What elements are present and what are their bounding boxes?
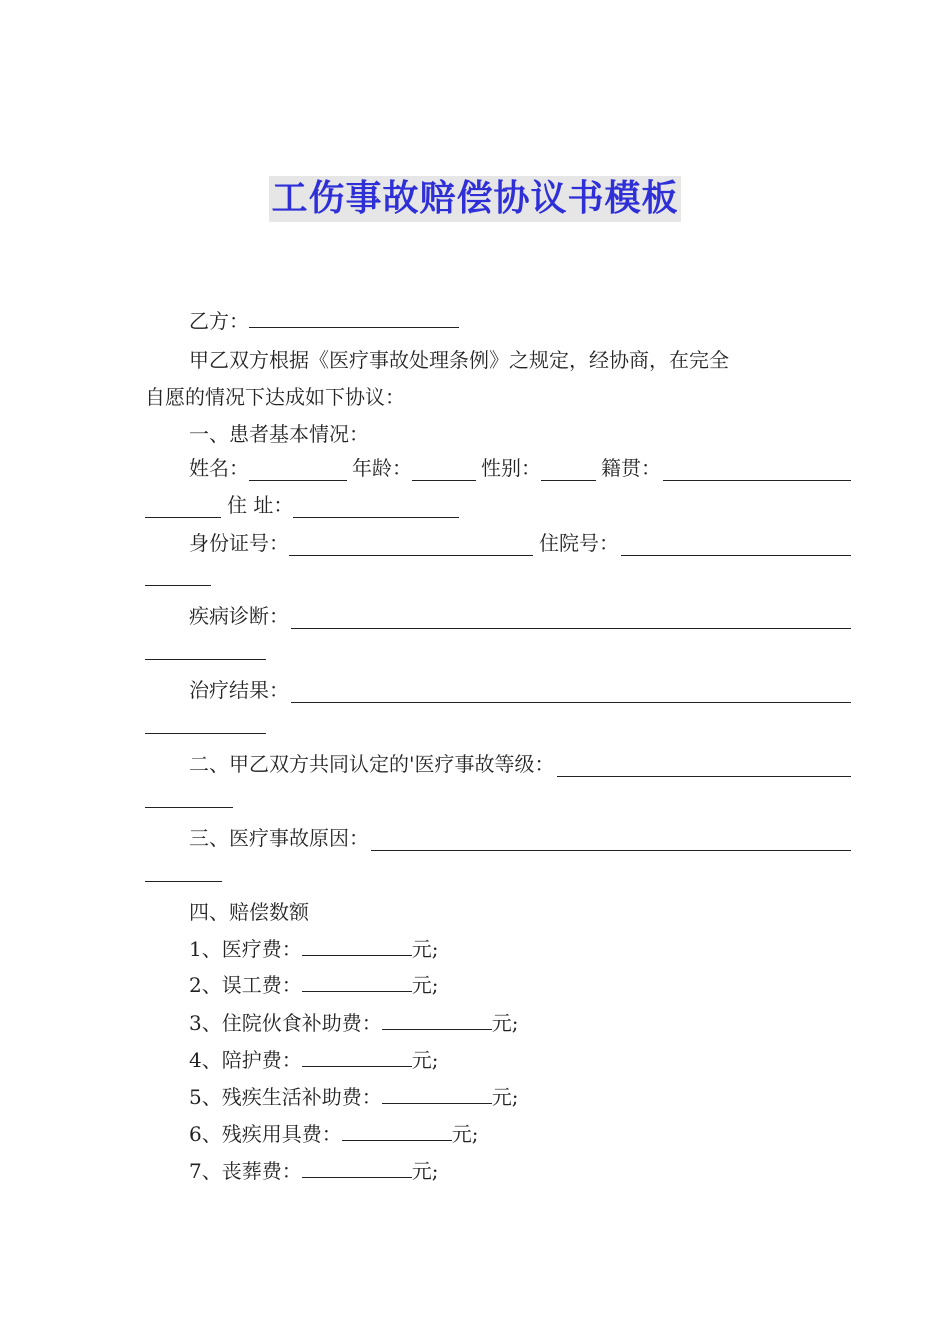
- diagnosis-blank[interactable]: [291, 608, 851, 629]
- party-b-line: [145, 308, 851, 334]
- diagnosis-blank-cont[interactable]: [145, 640, 266, 660]
- id-label: 身份证号：: [189, 531, 289, 555]
- item-line: [145, 1010, 851, 1036]
- item-label: 3、住院伙食补助费：: [189, 1011, 382, 1035]
- party-b-label: 乙方：: [189, 309, 249, 333]
- gender-blank[interactable]: [541, 461, 596, 481]
- hosp-no-label: 住院号：: [539, 531, 619, 555]
- name-label: 姓名：: [189, 456, 249, 480]
- amount-blank[interactable]: [342, 1121, 452, 1141]
- origin-label: 籍贯：: [601, 456, 661, 480]
- intro-line-1: 甲乙双方根据《医疗事故处理条例》之规定，经协商，在完全: [189, 348, 729, 372]
- treatment-line: [145, 677, 851, 703]
- item-label: 5、残疾生活补助费：: [189, 1085, 382, 1109]
- id-blank[interactable]: [289, 536, 533, 556]
- level-blank[interactable]: [557, 756, 852, 777]
- amount-blank[interactable]: [382, 1010, 492, 1030]
- name-blank[interactable]: [249, 461, 347, 481]
- document-title-wrap: [0, 176, 950, 222]
- intro-line-2: 自愿的情况下达成如下协议：: [145, 385, 405, 409]
- level-blank-cont[interactable]: [145, 788, 233, 808]
- treatment-blank-cont[interactable]: [145, 714, 266, 734]
- yuan-label: 元;: [411, 1159, 439, 1183]
- age-blank[interactable]: [412, 461, 476, 481]
- item-label: 7、丧葬费：: [189, 1159, 302, 1183]
- cause-blank-cont[interactable]: [145, 862, 222, 882]
- item-line: [145, 972, 851, 998]
- yuan-label: 元;: [411, 973, 439, 997]
- section-4-heading: 四、赔偿数额: [189, 900, 309, 924]
- item-line: [145, 1158, 851, 1184]
- treatment-blank[interactable]: [291, 682, 851, 703]
- origin-blank-cont[interactable]: [145, 498, 221, 518]
- section-2-cont-line: [145, 788, 807, 814]
- yuan-label: 元;: [451, 1122, 479, 1146]
- treatment-cont-line: [145, 714, 807, 740]
- section-1-heading: 一、患者基本情况：: [189, 422, 369, 446]
- section-3-cont-line: [145, 862, 807, 888]
- amount-blank[interactable]: [382, 1084, 492, 1104]
- item-label: 1、医疗费：: [189, 937, 302, 961]
- amount-blank[interactable]: [302, 1158, 412, 1178]
- item-label: 6、残疾用具费：: [189, 1122, 342, 1146]
- hosp-no-blank[interactable]: [621, 535, 851, 556]
- hosp-no-blank-cont[interactable]: [145, 566, 211, 586]
- amount-blank[interactable]: [302, 936, 412, 956]
- item-label: 4、陪护费：: [189, 1048, 302, 1072]
- address-label: 住 址：: [227, 493, 294, 517]
- treatment-label: 治疗结果：: [189, 678, 289, 702]
- item-line: [145, 936, 851, 962]
- cause-blank[interactable]: [371, 830, 851, 851]
- section-2-line: [145, 751, 851, 777]
- amount-blank[interactable]: [302, 972, 412, 992]
- item-line: [145, 1121, 851, 1147]
- yuan-label: 元;: [411, 1048, 439, 1072]
- item-line: [145, 1084, 851, 1110]
- item-line: [145, 1047, 851, 1073]
- section-3-line: [145, 825, 851, 851]
- document-title: 工伤事故赔偿协议书模板: [269, 176, 680, 222]
- hosp-no-cont-line: [145, 566, 807, 592]
- yuan-label: 元;: [491, 1085, 519, 1109]
- party-b-blank[interactable]: [249, 308, 459, 328]
- yuan-label: 元;: [411, 937, 439, 961]
- section-3-label: 三、医疗事故原因：: [189, 826, 369, 850]
- diagnosis-cont-line: [145, 640, 807, 666]
- diagnosis-line: [145, 603, 851, 629]
- basic-info-line: [145, 455, 851, 481]
- section-2-label: 二、甲乙双方共同认定的'医疗事故等级：: [189, 752, 555, 776]
- item-label: 2、误工费：: [189, 973, 302, 997]
- diagnosis-label: 疾病诊断：: [189, 604, 289, 628]
- yuan-label: 元;: [491, 1011, 519, 1035]
- address-blank[interactable]: [293, 498, 459, 518]
- id-line: [145, 530, 851, 556]
- gender-label: 性别：: [481, 456, 541, 480]
- address-line: [145, 492, 807, 518]
- age-label: 年龄：: [352, 456, 412, 480]
- origin-blank[interactable]: [663, 460, 851, 481]
- amount-blank[interactable]: [302, 1047, 412, 1067]
